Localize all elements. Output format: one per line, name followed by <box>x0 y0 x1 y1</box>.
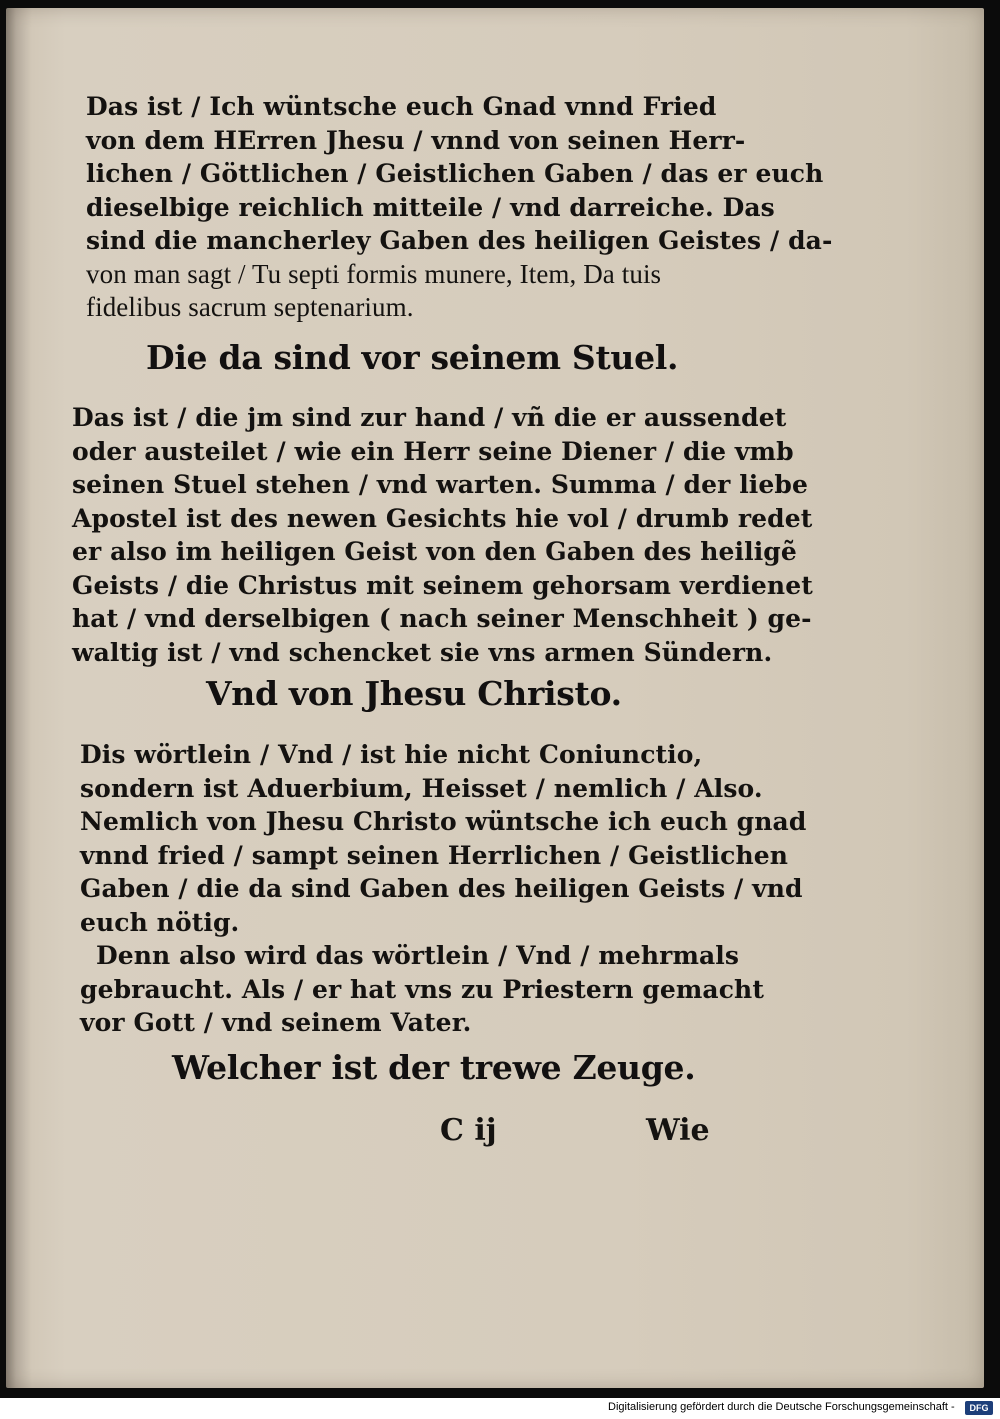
text-line: lichen / Göttlichen / Geistlichen Gaben / das er euch <box>86 159 824 188</box>
section-heading: Vnd von Jhesu Christo. <box>206 674 622 713</box>
text-line: Das ist / die jm sind zur hand / vñ die er aussendet <box>72 403 787 432</box>
text-line: hat / vnd derselbigen ( nach seiner Menschheit ) ge- <box>72 604 812 633</box>
paragraph-throne <box>72 401 813 669</box>
text-line: Denn also wird das wörtlein / Vnd / mehrmals <box>96 941 740 970</box>
book-page <box>6 8 984 1388</box>
section-heading: Die da sind vor seinem Stuel. <box>146 338 679 377</box>
text-line: waltig ist / vnd schencket sie vns armen Sündern. <box>72 637 773 667</box>
text-line: fidelibus sacrum septenarium. <box>86 292 414 322</box>
digitization-credit: Digitalisierung gefördert durch die Deutsche Forschungsgemeinschaft - <box>608 1401 955 1413</box>
text-line: oder austeilet / wie ein Herr seine Diener / die vmb <box>72 436 794 466</box>
text-line: Gaben / die da sind Gaben des heiligen Geists / vnd <box>80 874 803 903</box>
text-line: vnnd fried / sampt seinen Herrlichen / Geistlichen <box>80 840 789 870</box>
signature-mark: C ij <box>440 1113 497 1148</box>
text-line: gebraucht. Als / er hat vns zu Priestern gemacht <box>80 974 764 1004</box>
section-heading: Welcher ist der trewe Zeuge. <box>172 1048 696 1087</box>
text-line: Das ist / Ich wüntsche euch Gnad vnnd Fried <box>86 92 717 121</box>
text-line: Geists / die Christus mit seinem gehorsam verdienet <box>72 570 813 600</box>
text-line: euch nötig. <box>80 907 240 937</box>
catchword: Wie <box>646 1113 710 1148</box>
paragraph-greeting <box>86 90 833 325</box>
text-line: dieselbige reichlich mitteile / vnd darreiche. Das <box>86 192 775 222</box>
text-line: sondern ist Aduerbium, Heisset / nemlich / Also. <box>80 773 763 803</box>
paragraph-christ <box>80 738 807 1040</box>
text-line: er also im heiligen Geist von den Gaben des heiligẽ <box>72 537 797 566</box>
text-line: vor Gott / vnd seinem Vater. <box>80 1008 472 1037</box>
text-line: Nemlich von Jhesu Christo wüntsche ich euch gnad <box>80 807 807 836</box>
text-line: von man sagt / Tu septi formis munere, Item, Da tuis <box>86 258 662 289</box>
dfg-logo: DFG <box>965 1401 993 1415</box>
text-line: Dis wörtlein / Vnd / ist hie nicht Coniunctio, <box>80 740 703 769</box>
text-line: seinen Stuel stehen / vnd warten. Summa / der liebe <box>72 470 808 499</box>
text-line: sind die mancherley Gaben des heiligen Geistes / da- <box>86 226 833 255</box>
text-line: von dem HErren Jhesu / vnnd von seinen Herr- <box>86 125 746 155</box>
text-line: Apostel ist des newen Gesichts hie vol / drumb redet <box>72 503 813 533</box>
